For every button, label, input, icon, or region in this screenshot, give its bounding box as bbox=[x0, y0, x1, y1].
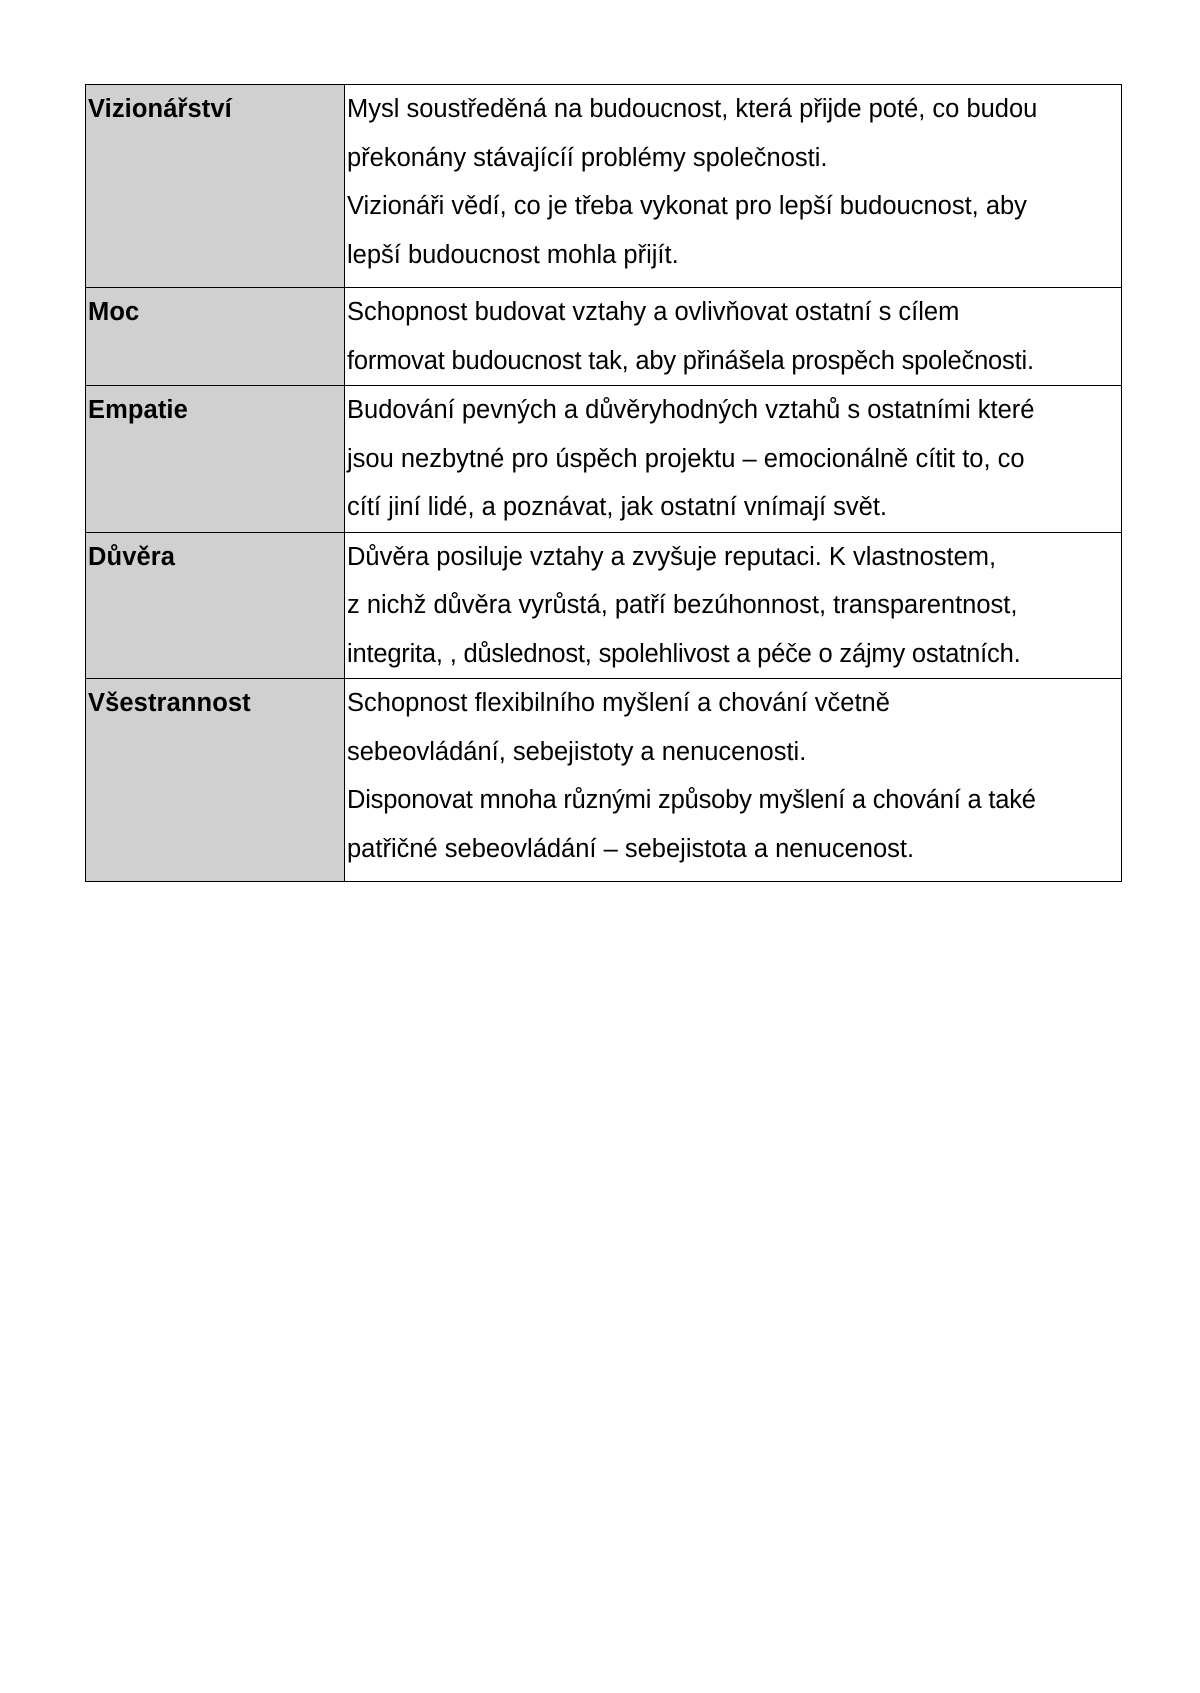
table-row bbox=[86, 679, 1122, 882]
term-cell: Empatie bbox=[86, 386, 345, 533]
term-cell: Vizionářství bbox=[86, 85, 345, 288]
definition-line: cítí jiní lidé, a poznávat, jak ostatní vnímají svět. bbox=[347, 493, 888, 521]
table-row bbox=[86, 532, 1122, 679]
definition-cell bbox=[345, 85, 1122, 288]
definition-line: integrita, , důslednost, spolehlivost a péče o zájmy ostatních. bbox=[347, 639, 1021, 668]
definitions-table bbox=[85, 84, 1122, 882]
definition-line: Vizionáři vědí, co je třeba vykonat pro lepší budoucnost, aby bbox=[347, 192, 1027, 220]
definition-line: Schopnost flexibilního myšlení a chování včetně bbox=[347, 689, 890, 717]
definition-line: jsou nezbytné pro úspěch projektu – emocionálně cítit to, co bbox=[347, 444, 1025, 473]
definition-cell bbox=[345, 288, 1122, 386]
definition-line: Disponovat mnoha různými způsoby myšlení a chování a také bbox=[347, 786, 1036, 814]
definition-line: z nichž důvěra vyrůstá, patří bezúhonnost, transparentnost, bbox=[347, 591, 1018, 619]
definition-line: Schopnost budovat vztahy a ovlivňovat ostatní s cílem bbox=[347, 298, 960, 326]
table-row bbox=[86, 386, 1122, 533]
definition-cell bbox=[345, 679, 1122, 882]
definition-line: Mysl soustředěná na budoucnost, která přijde poté, co budou bbox=[347, 95, 1038, 123]
definition-line: překonány stávajícíí problémy společnosti. bbox=[347, 143, 828, 172]
definition-line: formovat budoucnost tak, aby přinášela prospěch společnosti. bbox=[347, 346, 1034, 375]
definition-line: Budování pevných a důvěryhodných vztahů s ostatními které bbox=[347, 396, 1035, 424]
term-cell: Moc bbox=[86, 288, 345, 386]
definition-line: sebeovládání, sebejistoty a nenucenosti. bbox=[347, 737, 807, 766]
term-cell: Důvěra bbox=[86, 532, 345, 679]
definition-cell bbox=[345, 386, 1122, 533]
definition-cell bbox=[345, 532, 1122, 679]
definition-line: patřičné sebeovládání – sebejistota a nenucenost. bbox=[347, 834, 915, 863]
table-row bbox=[86, 288, 1122, 386]
definition-line: Důvěra posiluje vztahy a zvyšuje reputaci. K vlastnostem, bbox=[347, 542, 997, 571]
table-row bbox=[86, 85, 1122, 288]
definition-line: lepší budoucnost mohla přijít. bbox=[347, 240, 679, 269]
term-cell: Všestrannost bbox=[86, 679, 345, 882]
